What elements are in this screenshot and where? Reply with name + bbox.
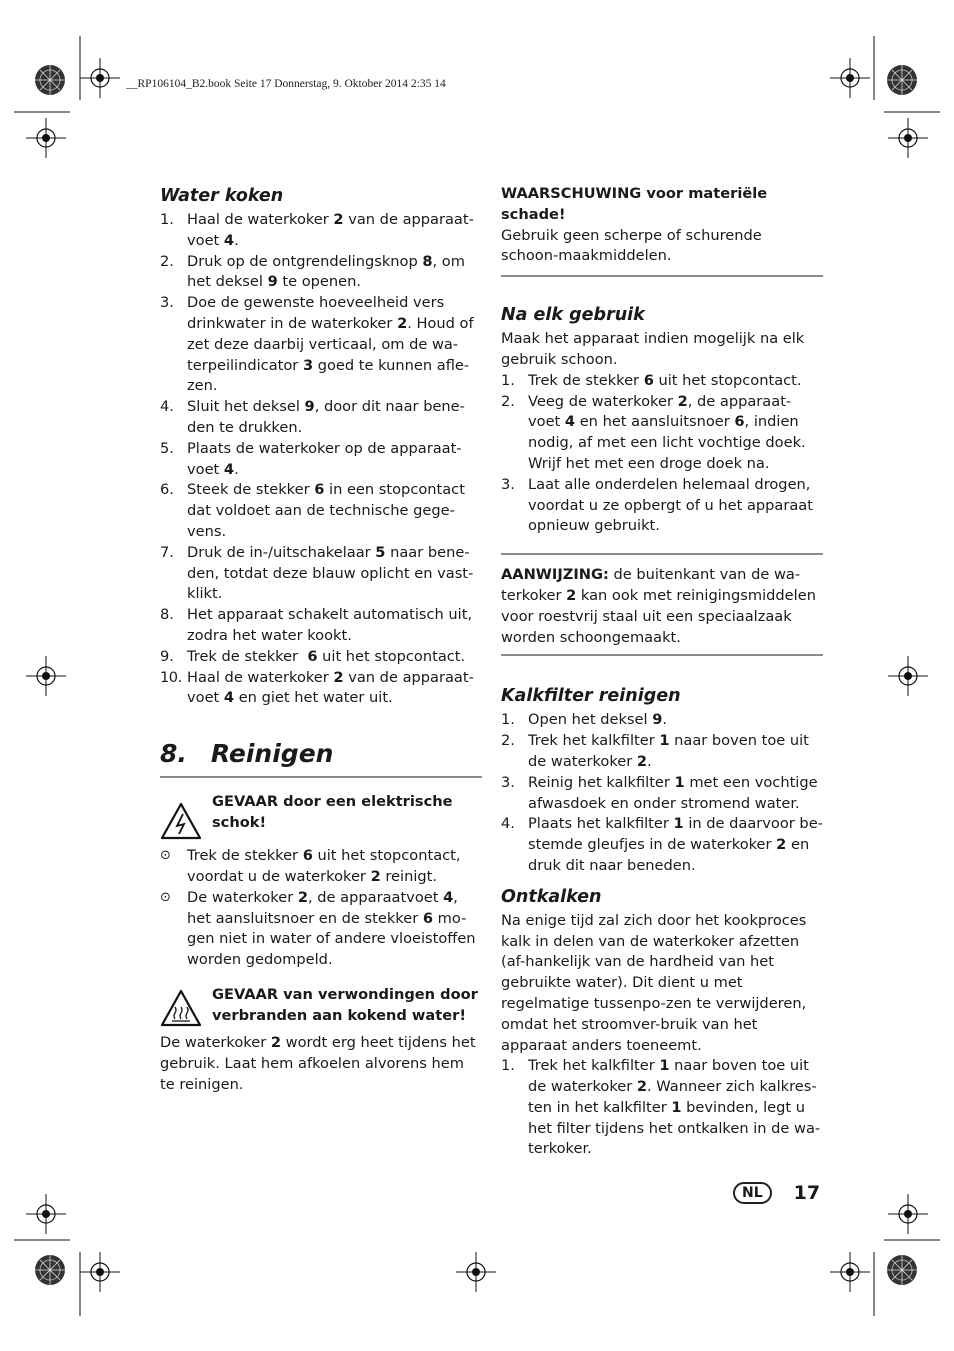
kalkfilter-steps <box>501 710 823 876</box>
step-number: 1. <box>160 211 174 228</box>
step-number: 1. <box>501 371 515 389</box>
ontkalken-steps <box>501 1056 823 1160</box>
step-number: 8. <box>160 606 174 624</box>
section-title: Reinigen <box>210 739 334 769</box>
bullet-icon: ⊙ <box>160 848 171 864</box>
language-badge: NL <box>733 1182 772 1204</box>
bullet-item <box>160 846 482 888</box>
danger-burn-title: GEVAAR van verwondingen door verbranden aan kokend water! <box>212 985 478 1024</box>
note-box <box>501 553 823 656</box>
list-item <box>160 543 482 605</box>
step-text: Haal de waterkoker 2 van de apparaat-voet 4 en giet het water uit. <box>187 668 474 707</box>
list-item <box>160 210 482 252</box>
material-warning-text: Gebruik geen scherpe of schurende schoon-maakmiddelen. <box>501 226 762 265</box>
list-item <box>160 647 482 668</box>
step-text: Trek de stekker 6 uit het stopcontact. <box>187 647 466 665</box>
list-item <box>160 397 482 439</box>
water-koken-steps <box>160 210 482 709</box>
step-number: 3. <box>160 294 174 312</box>
step-text: Sluit het deksel 9, door dit naar bene-den te drukken. <box>187 398 465 436</box>
step-number: 4. <box>160 398 174 416</box>
page-footer <box>733 1182 820 1204</box>
step-text: Het apparaat schakelt automatisch uit, zodra het water kookt. <box>187 606 473 644</box>
step-number: 3. <box>501 475 515 493</box>
step-number: 6. <box>160 481 174 499</box>
electric-shock-warning-icon <box>160 792 204 844</box>
hot-surface-warning-icon <box>160 985 204 1031</box>
list-item <box>501 371 823 392</box>
step-number: 2. <box>501 392 515 410</box>
danger-burn-block <box>160 985 482 1031</box>
step-number: 2. <box>501 732 515 750</box>
step-text: Druk op de ontgrendelingsknop 8, om het deksel 9 te openen. <box>187 252 465 291</box>
list-item <box>160 605 482 647</box>
step-text: Druk de in-/uitschakelaar 5 naar bene-den, totdat deze blauw oplicht en vast-klikt. <box>187 543 474 603</box>
bullet-text: Trek de stekker 6 uit het stopcontact, voordat u de waterkoker 2 reinigt. <box>187 847 461 885</box>
na-elk-gebruik-intro: Maak het apparaat indien mogelijk na elk gebruik schoon. <box>501 330 805 368</box>
kalkfilter-heading: Kalkfilter reinigen <box>501 686 681 707</box>
list-item <box>501 1056 823 1160</box>
material-warning-box <box>501 184 823 277</box>
step-number: 1. <box>501 1057 515 1075</box>
note-body: de buitenkant van de wa-terkoker 2 kan ook met reinigingsmiddelen voor roestvrij staal uit een speciaalzaak worden schoongemaakt. <box>501 566 816 646</box>
list-item <box>160 668 482 710</box>
section-heading <box>160 739 482 778</box>
step-text: Open het deksel 9. <box>528 711 667 729</box>
step-text: Trek de stekker 6 uit het stopcontact. <box>528 371 802 389</box>
list-item <box>160 293 482 397</box>
water-koken-heading: Water koken <box>160 186 284 206</box>
note-label: AANWIJZING: <box>501 566 609 584</box>
step-number: 3. <box>501 773 515 791</box>
material-warning-title: WAARSCHUWING voor materiële schade! <box>501 185 768 223</box>
step-text: Steek de stekker 6 in een stopcontact dat voldoet aan de technische gege-vens. <box>187 481 465 540</box>
print-header-line: __RP106104_B2.book Seite 17 Donnerstag, 9. Oktober 2014 2:35 14 <box>126 78 446 90</box>
step-text: Plaats de waterkoker op de apparaat-voet 4. <box>187 439 462 478</box>
list-item <box>501 710 823 731</box>
right-column <box>501 184 823 1160</box>
list-item <box>501 392 823 475</box>
ontkalken-text: Na enige tijd zal zich door het kookproces kalk in delen van de waterkoker afzetten (af-hankelijk van de hardheid van het gebruikte water). Dit dient u met regelmatige tussenpo-zen te verwijderen, omdat het stroomver-bruik van het apparaat anders toeneemt. <box>501 911 807 1054</box>
step-text: Trek het kalkfilter 1 naar boven toe uit de waterkoker 2. Wanneer zich kalkres-ten in het kalkfilter 1 bevinden, legt u het filter tijdens het ontkalken in de wa-terkoker. <box>528 1057 821 1158</box>
list-item <box>501 814 823 876</box>
step-number: 1. <box>501 711 515 729</box>
step-text: Trek het kalkfilter 1 naar boven toe uit de waterkoker 2. <box>528 732 809 770</box>
na-elk-gebruik-heading: Na elk gebruik <box>501 305 645 326</box>
bullet-icon: ⊙ <box>160 889 171 905</box>
list-item <box>501 731 823 773</box>
na-elk-gebruik-steps <box>501 371 823 537</box>
list-item <box>501 773 823 815</box>
list-item <box>160 480 482 542</box>
step-number: 10. <box>160 668 182 686</box>
step-text: Plaats het kalkfilter 1 in de daarvoor be-stemde gleufjes in de waterkoker 2 en druk dit naar beneden. <box>528 815 823 874</box>
step-number: 2. <box>160 252 174 270</box>
list-item <box>160 252 482 294</box>
bullet-item <box>160 888 482 971</box>
step-number: 4. <box>501 815 515 833</box>
step-text: Reinig het kalkfilter 1 met een vochtige afwasdoek en onder stromend water. <box>528 773 818 812</box>
danger-electric-bullets <box>160 846 482 971</box>
danger-electric-block <box>160 792 482 844</box>
left-column <box>160 184 482 1095</box>
step-number: 9. <box>160 647 174 665</box>
list-item <box>160 439 482 481</box>
danger-electric-title: GEVAAR door een elektrische schok! <box>212 793 453 831</box>
bullet-text: De waterkoker 2, de apparaatvoet 4, het aansluitsnoer en de stekker 6 mo-gen niet in water of andere vloeistoffen worden gedompeld. <box>187 888 476 969</box>
list-item <box>501 475 823 537</box>
step-text: Haal de waterkoker 2 van de apparaat-voet 4. <box>187 211 474 249</box>
page-number: 17 <box>793 1182 821 1204</box>
step-number: 7. <box>160 543 174 561</box>
note-text <box>501 565 823 648</box>
step-text: Veeg de waterkoker 2, de apparaat-voet 4 en het aansluitsnoer 6, indien nodig, af met een licht vochtige doek. Wrijf het met een droge doek na. <box>528 392 806 472</box>
ontkalken-heading: Ontkalken <box>501 886 602 907</box>
danger-burn-text: De waterkoker 2 wordt erg heet tijdens het gebruik. Laat hem afkoelen alvorens hem te reinigen. <box>160 1033 476 1093</box>
step-text: Doe de gewenste hoeveelheid vers drinkwater in de waterkoker 2. Houd of zet deze daarbij verticaal, om de wa-terpeilindicator 3 goed te kunnen afle-zen. <box>187 294 474 395</box>
step-text: Laat alle onderdelen helemaal drogen, voordat u ze opbergt of u het apparaat opnieuw gebruikt. <box>528 475 813 535</box>
step-number: 5. <box>160 439 174 457</box>
section-number: 8. <box>160 739 187 769</box>
